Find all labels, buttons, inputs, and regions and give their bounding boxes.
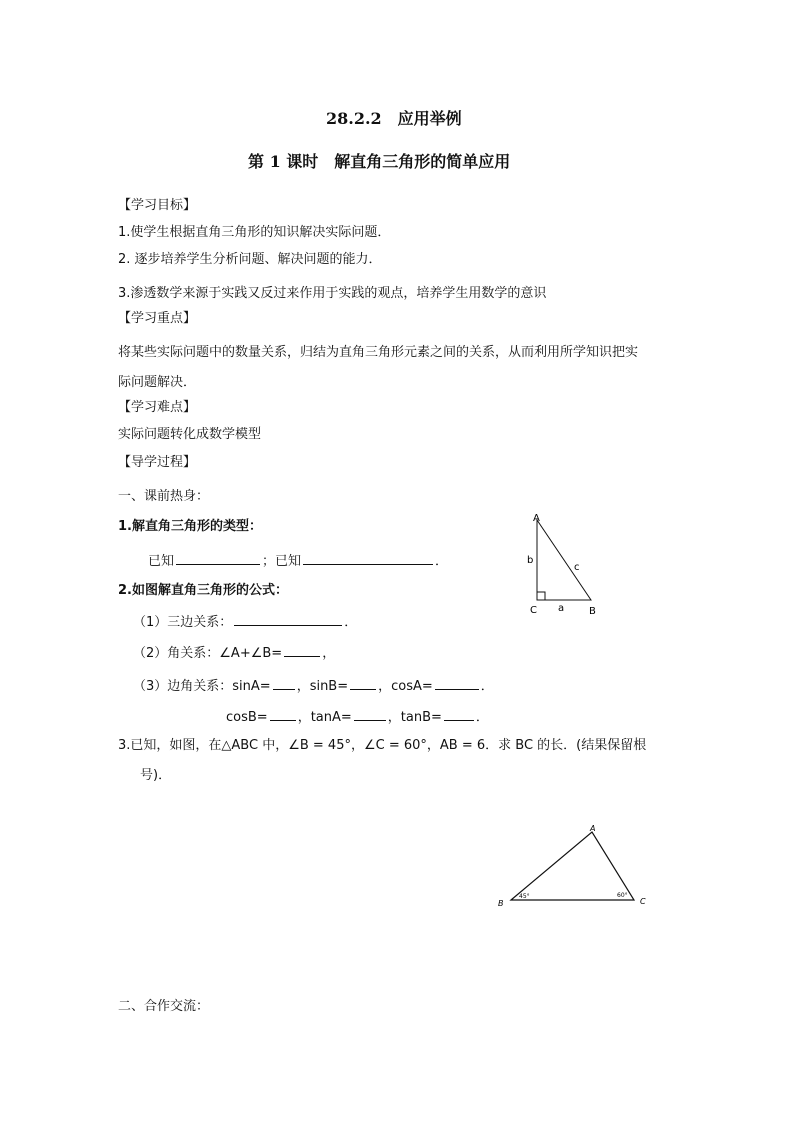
q3-vertex-A: A bbox=[590, 824, 596, 833]
q2-angles-label: （2）角关系：∠A+∠B= bbox=[133, 646, 283, 661]
side-label-b: b bbox=[527, 555, 534, 566]
q2-blank-cosB[interactable] bbox=[270, 707, 296, 721]
q2-blank-tanB[interactable] bbox=[444, 707, 474, 721]
question-1-title: 1.解直角三角形的类型： bbox=[118, 519, 262, 534]
vertex-label-C: C bbox=[530, 605, 537, 616]
vertex-label-A: A bbox=[533, 513, 540, 524]
q2-cosA-label: ，cosA= bbox=[378, 679, 433, 694]
q1-known-label-1: 已知 bbox=[148, 554, 175, 569]
q2-row3-end: ． bbox=[480, 679, 494, 694]
right-triangle-shape bbox=[537, 520, 591, 600]
question-1-fill-row bbox=[148, 551, 448, 571]
q2-row2-end: ， bbox=[322, 646, 336, 661]
question-2-row-1 bbox=[133, 612, 357, 632]
objectives-heading: 【学习目标】 bbox=[118, 198, 197, 213]
objective-item-1: 1.使学生根据直角三角形的知识解决实际问题． bbox=[118, 225, 391, 240]
right-angle-marker bbox=[537, 592, 545, 600]
q2-row1-end: ． bbox=[344, 615, 358, 630]
q2-blank-sinA[interactable] bbox=[273, 676, 295, 690]
side-label-a: a bbox=[558, 603, 565, 614]
question-2-row-3 bbox=[133, 676, 494, 696]
section-title: 28.2.2 应用举例 bbox=[326, 109, 462, 128]
q2-blank-sinB[interactable] bbox=[350, 676, 376, 690]
q2-blank-cosA[interactable] bbox=[435, 676, 479, 690]
q2-blank-tanA[interactable] bbox=[354, 707, 386, 721]
difficulties-text: 实际问题转化成数学模型 bbox=[118, 427, 262, 442]
key-points-line-1: 将某些实际问题中的数量关系，归结为直角三角形元素之间的关系，从而利用所学知识把实 bbox=[118, 345, 639, 360]
q1-blank-1[interactable] bbox=[176, 551, 260, 565]
q3-triangle-shape bbox=[511, 832, 634, 900]
q2-row4-end: ． bbox=[475, 710, 489, 725]
q2-tanB-label: ，tanB= bbox=[387, 710, 442, 725]
question-2-title: 2.如图解直角三角形的公式： bbox=[118, 583, 288, 598]
q2-blank-angles[interactable] bbox=[284, 643, 320, 657]
key-points-line-2: 际问题解决． bbox=[118, 375, 197, 390]
q3-triangle-figure bbox=[494, 820, 654, 912]
q2-sides-label: （1）三边关系： bbox=[133, 615, 233, 630]
q1-blank-2[interactable] bbox=[303, 551, 433, 565]
part-1-heading: 一、课前热身： bbox=[118, 489, 210, 504]
q3-vertex-B: B bbox=[498, 899, 504, 908]
question-2-row-2 bbox=[133, 643, 335, 663]
q2-cosB-label: cosB= bbox=[226, 710, 268, 725]
q1-end: ． bbox=[435, 554, 449, 569]
q3-angle-B-label: 45° bbox=[519, 893, 530, 900]
q2-sinA-label: （3）边角关系：sinA= bbox=[133, 679, 271, 694]
right-triangle-figure bbox=[520, 508, 610, 618]
q2-sinB-label: ，sinB= bbox=[296, 679, 349, 694]
lesson-title: 第 1 课时 解直角三角形的简单应用 bbox=[248, 152, 511, 171]
q2-tanA-label: ，tanA= bbox=[297, 710, 352, 725]
side-label-c: c bbox=[574, 562, 580, 573]
objective-item-2: 2. 逐步培养学生分析问题、解决问题的能力． bbox=[118, 252, 382, 267]
process-heading: 【导学过程】 bbox=[118, 455, 197, 470]
objective-item-3: 3.渗透数学来源于实践又反过来作用于实践的观点，培养学生用数学的意识 bbox=[118, 286, 547, 301]
difficulties-heading: 【学习难点】 bbox=[118, 400, 197, 415]
part-2-heading: 二、合作交流： bbox=[118, 999, 210, 1014]
q2-blank-sides[interactable] bbox=[234, 612, 342, 626]
q3-vertex-C: C bbox=[640, 897, 646, 906]
q1-known-label-2: ；已知 bbox=[262, 554, 302, 569]
question-3-line-1: 3.已知，如图，在△ABC 中，∠B = 45°，∠C = 60°，AB = 6．求 BC 的长．(结果保留根 bbox=[118, 738, 647, 753]
question-3-line-2: 号)． bbox=[140, 768, 172, 783]
question-2-row-4 bbox=[226, 707, 489, 727]
vertex-label-B: B bbox=[589, 606, 596, 617]
q3-angle-C-label: 60° bbox=[617, 892, 628, 899]
key-points-heading: 【学习重点】 bbox=[118, 311, 197, 326]
